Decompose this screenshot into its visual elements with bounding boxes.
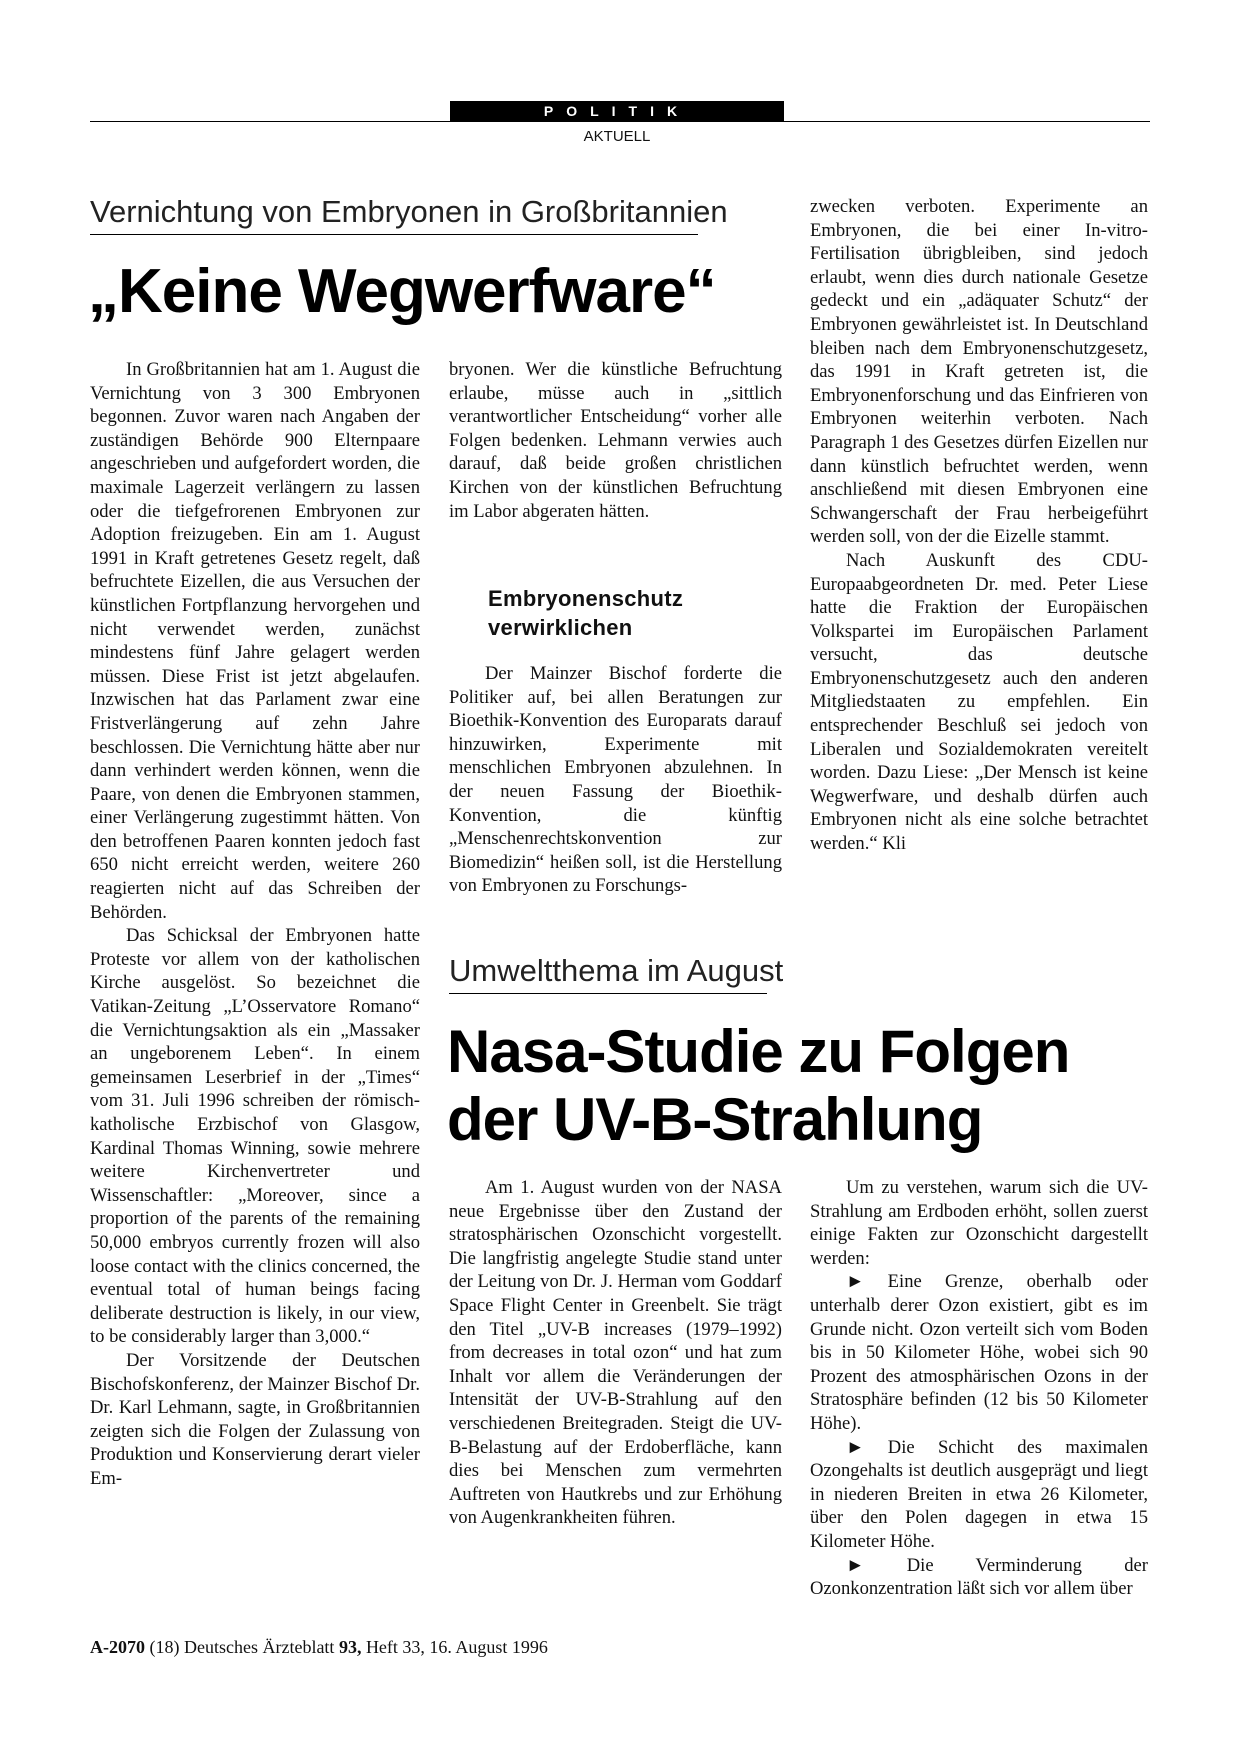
article2-paragraph: Um zu verstehen, warum sich die UV-Strahlung am Erdboden erhöht, sollen zuerst einige Fakten zur Ozonschicht dargestellt werden:: [810, 1177, 1148, 1269]
section-label: POLITIK: [450, 101, 784, 121]
article1-paragraph: Nach Auskunft des CDU-Europaabgeordneten Dr. med. Peter Liese hatte die Fraktion der Europäischen Volkspartei im Europäischen Parlament versucht, das deutsche Embryonenschutzgesetz auch den anderen Mitgliedstaaten zu empfehlen. Ein entsprechender Beschluß sei jedoch von Liberalen und Sozialdemokraten vereitelt worden. Dazu Liese: „Der Mensch ist keine Wegwerfware, und deshalb dürfen auch Embryonen nicht als eine solche betrachtet werden.“ Kli: [810, 549, 1148, 855]
article1-paragraph: Das Schicksal der Embryonen hatte Proteste vor allem von der katholischen Kirche ausgelöst. So bezeichnet die Vatikan-Zeitung „L’Osservatore Romano“ die Vernichtungsaktion als ein „Massaker an ungeborenem Leben“. In einem gemeinsamen Leserbrief in der „Times“ vom 31. Juli 1996 schreiben der römisch-katholische Erzbischof von Glasgow, Kardinal Thomas Winning, sowie mehrere weitere Kirchenvertreter und Wissenschaftler: „Moreover, since a proportion of the parents of the remaining 50,000 embryos currently frozen will also loose contact with the clinics concerned, the eventual total of human beings facing deliberate destruction is likely, in our view, to be considerably larger than 3,000.“: [90, 925, 420, 1348]
article1-paragraph: bryonen. Wer die künstliche Befruchtung erlaube, müsse auch in „sittlich verantwortlicher Entscheidung“ vorher alle Folgen bedenken. Lehmann verwies auch darauf, daß beide großen christlichen Kirchen von der künstlichen Befruchtung im Labor abgeraten hätten.: [449, 359, 782, 522]
footer-issue-prefix: (18) Deutsches Ärzteblatt: [149, 1637, 339, 1657]
article2-column-3: [810, 1176, 1148, 1601]
page-footer: [90, 1637, 548, 1658]
article1-column-3: [810, 195, 1148, 856]
article2-column-2: [449, 1176, 782, 1530]
article1-column-2-top: [449, 358, 782, 523]
article1-subhead: Embryonenschutz verwirklichen: [488, 586, 684, 640]
article1-paragraph: In Großbritannien hat am 1. August die Vernichtung von 3 300 Embryonen begonnen. Zuvor waren nach Angaben der zuständigen Behörde 900 Elternpaare angeschrieben und aufgefordert worden, die maximale Lagerzeit verlängern zu lassen oder die tiefgefrorenen Embryonen zur Adoption freizugeben. Ein am 1. August 1991 in Kraft getretenes Gesetz regelt, daß befruchtete Eizellen, die aus Versuchen der künstlichen Fortpflanzung hervorgehen und nicht verwendet werden, zunächst mindestens fünf Jahre gelagert werden müssen. Diese Frist ist jetzt abgelaufen. Inzwischen hat das Parlament zwar eine Fristverlängerung auf zehn Jahre beschlossen. Die Vernichtung hätte aber nur dann verhindert werden können, wenn die Paare, von denen die Embryonen stammen, einer Verlängerung zugestimmt hätten. Von den betroffenen Paaren konnten jedoch fast 650 nicht erreicht werden, weitere 260 reagierten nicht auf das Schreiben der Behörden.: [90, 359, 420, 923]
article2-kicker: Umweltthema im August: [449, 953, 784, 988]
header-rule: [90, 121, 1150, 122]
article1-paragraph: zwecken verboten. Experimente an Embryonen, die bei einer In-vitro-Fertilisation übrigbleiben, sind jedoch erlaubt, wenn dies durch nationale Gesetze gedeckt und ein „adäquater Schutz“ der Embryonen gewährleistet ist. In Deutschland bleiben nach dem Embryonenschutzgesetz, das 1991 in Kraft getreten ist, die Embryonenforschung und das Einfrieren von Embryonen weiterhin verboten. Nach Paragraph 1 des Gesetzes dürfen Eizellen nur dann künstlich befruchtet werden, wenn anschließend mit diesen Embryonen eine Schwangerschaft der Frau herbeigeführt werden soll, von der die Eizelle stammt.: [810, 196, 1148, 548]
page-number: A-2070: [90, 1637, 145, 1657]
article1-paragraph: Der Mainzer Bischof forderte die Politiker auf, bei allen Beratungen zur Bioethik-Konvention des Europarats darauf hinzuwirken, Experimente mit menschlichen Embryonen abzulehnen. In der neuen Fassung der Bioethik-Konvention, die künftig „Menschenrechtskonvention zur Biomedizin“ heißen soll, ist die Herstellung von Embryonen zu Forschungs-: [449, 663, 782, 897]
article2-headline-line-2: der UV-B-Strahlung: [447, 1086, 983, 1153]
article1-column-1: [90, 358, 420, 1491]
article1-kicker: Vernichtung von Embryonen in Großbritannien: [90, 194, 728, 229]
footer-issue-suffix: Heft 33, 16. August 1996: [361, 1637, 548, 1657]
subsection-label: AKTUELL: [583, 128, 651, 145]
article1-column-2-bottom: [449, 662, 782, 898]
article2-list-item: ► Die Verminderung der Ozonkonzentration läßt sich vor allem über: [810, 1554, 1148, 1600]
article2-headline-line-1: Nasa-Studie zu Folgen: [447, 1018, 1070, 1085]
article2-paragraph: Am 1. August wurden von der NASA neue Ergebnisse über den Zustand der stratosphärischen Ozonschicht vorgestellt. Die langfristig angelegte Studie stand unter der Leitung von Dr. J. Herman vom Goddarf Space Flight Center in Greenbelt. Sie trägt den Titel „UV-B increases (1979–1992) from decreases in total ozon“ und hat zum Inhalt vor allem die Veränderungen der Intensität der UV-B-Strahlung auf den verschiedenen Breitegraden. Steigt die UV-B-Belastung auf der Erdoberfläche, kann dies bei Menschen zum vermehrten Auftreten von Hautkrebs und zur Erhöhung von Augenkrankheiten führen.: [449, 1177, 782, 1529]
article2-kicker-rule: [449, 993, 767, 994]
article1-headline: „Keine Wegwerfware“: [88, 257, 716, 326]
article1-kicker-rule: [90, 234, 698, 235]
article2-list-item: ► Die Schicht des maximalen Ozongehalts ist deutlich ausgeprägt und liegt in niederen Breiten in etwa 26 Kilometer, über den Polen dagegen in etwa 15 Kilometer Höhe.: [810, 1436, 1148, 1552]
article2-list-item: ► Eine Grenze, oberhalb oder unterhalb derer Ozon existiert, gibt es im Grunde nicht. Ozon verteilt sich vom Boden bis in 50 Kilometer Höhe, wobei sich 90 Prozent des atmosphärischen Ozons in der Stratosphäre befinden (12 bis 50 Kilometer Höhe).: [810, 1271, 1148, 1434]
article1-paragraph: Der Vorsitzende der Deutschen Bischofskonferenz, der Mainzer Bischof Dr. Dr. Karl Lehmann, sagte, in Großbritannien zeigten sich die Folgen der Zulassung von Produktion und Konservierung derart vieler Em-: [90, 1349, 420, 1489]
footer-volume: 93,: [338, 1637, 362, 1657]
